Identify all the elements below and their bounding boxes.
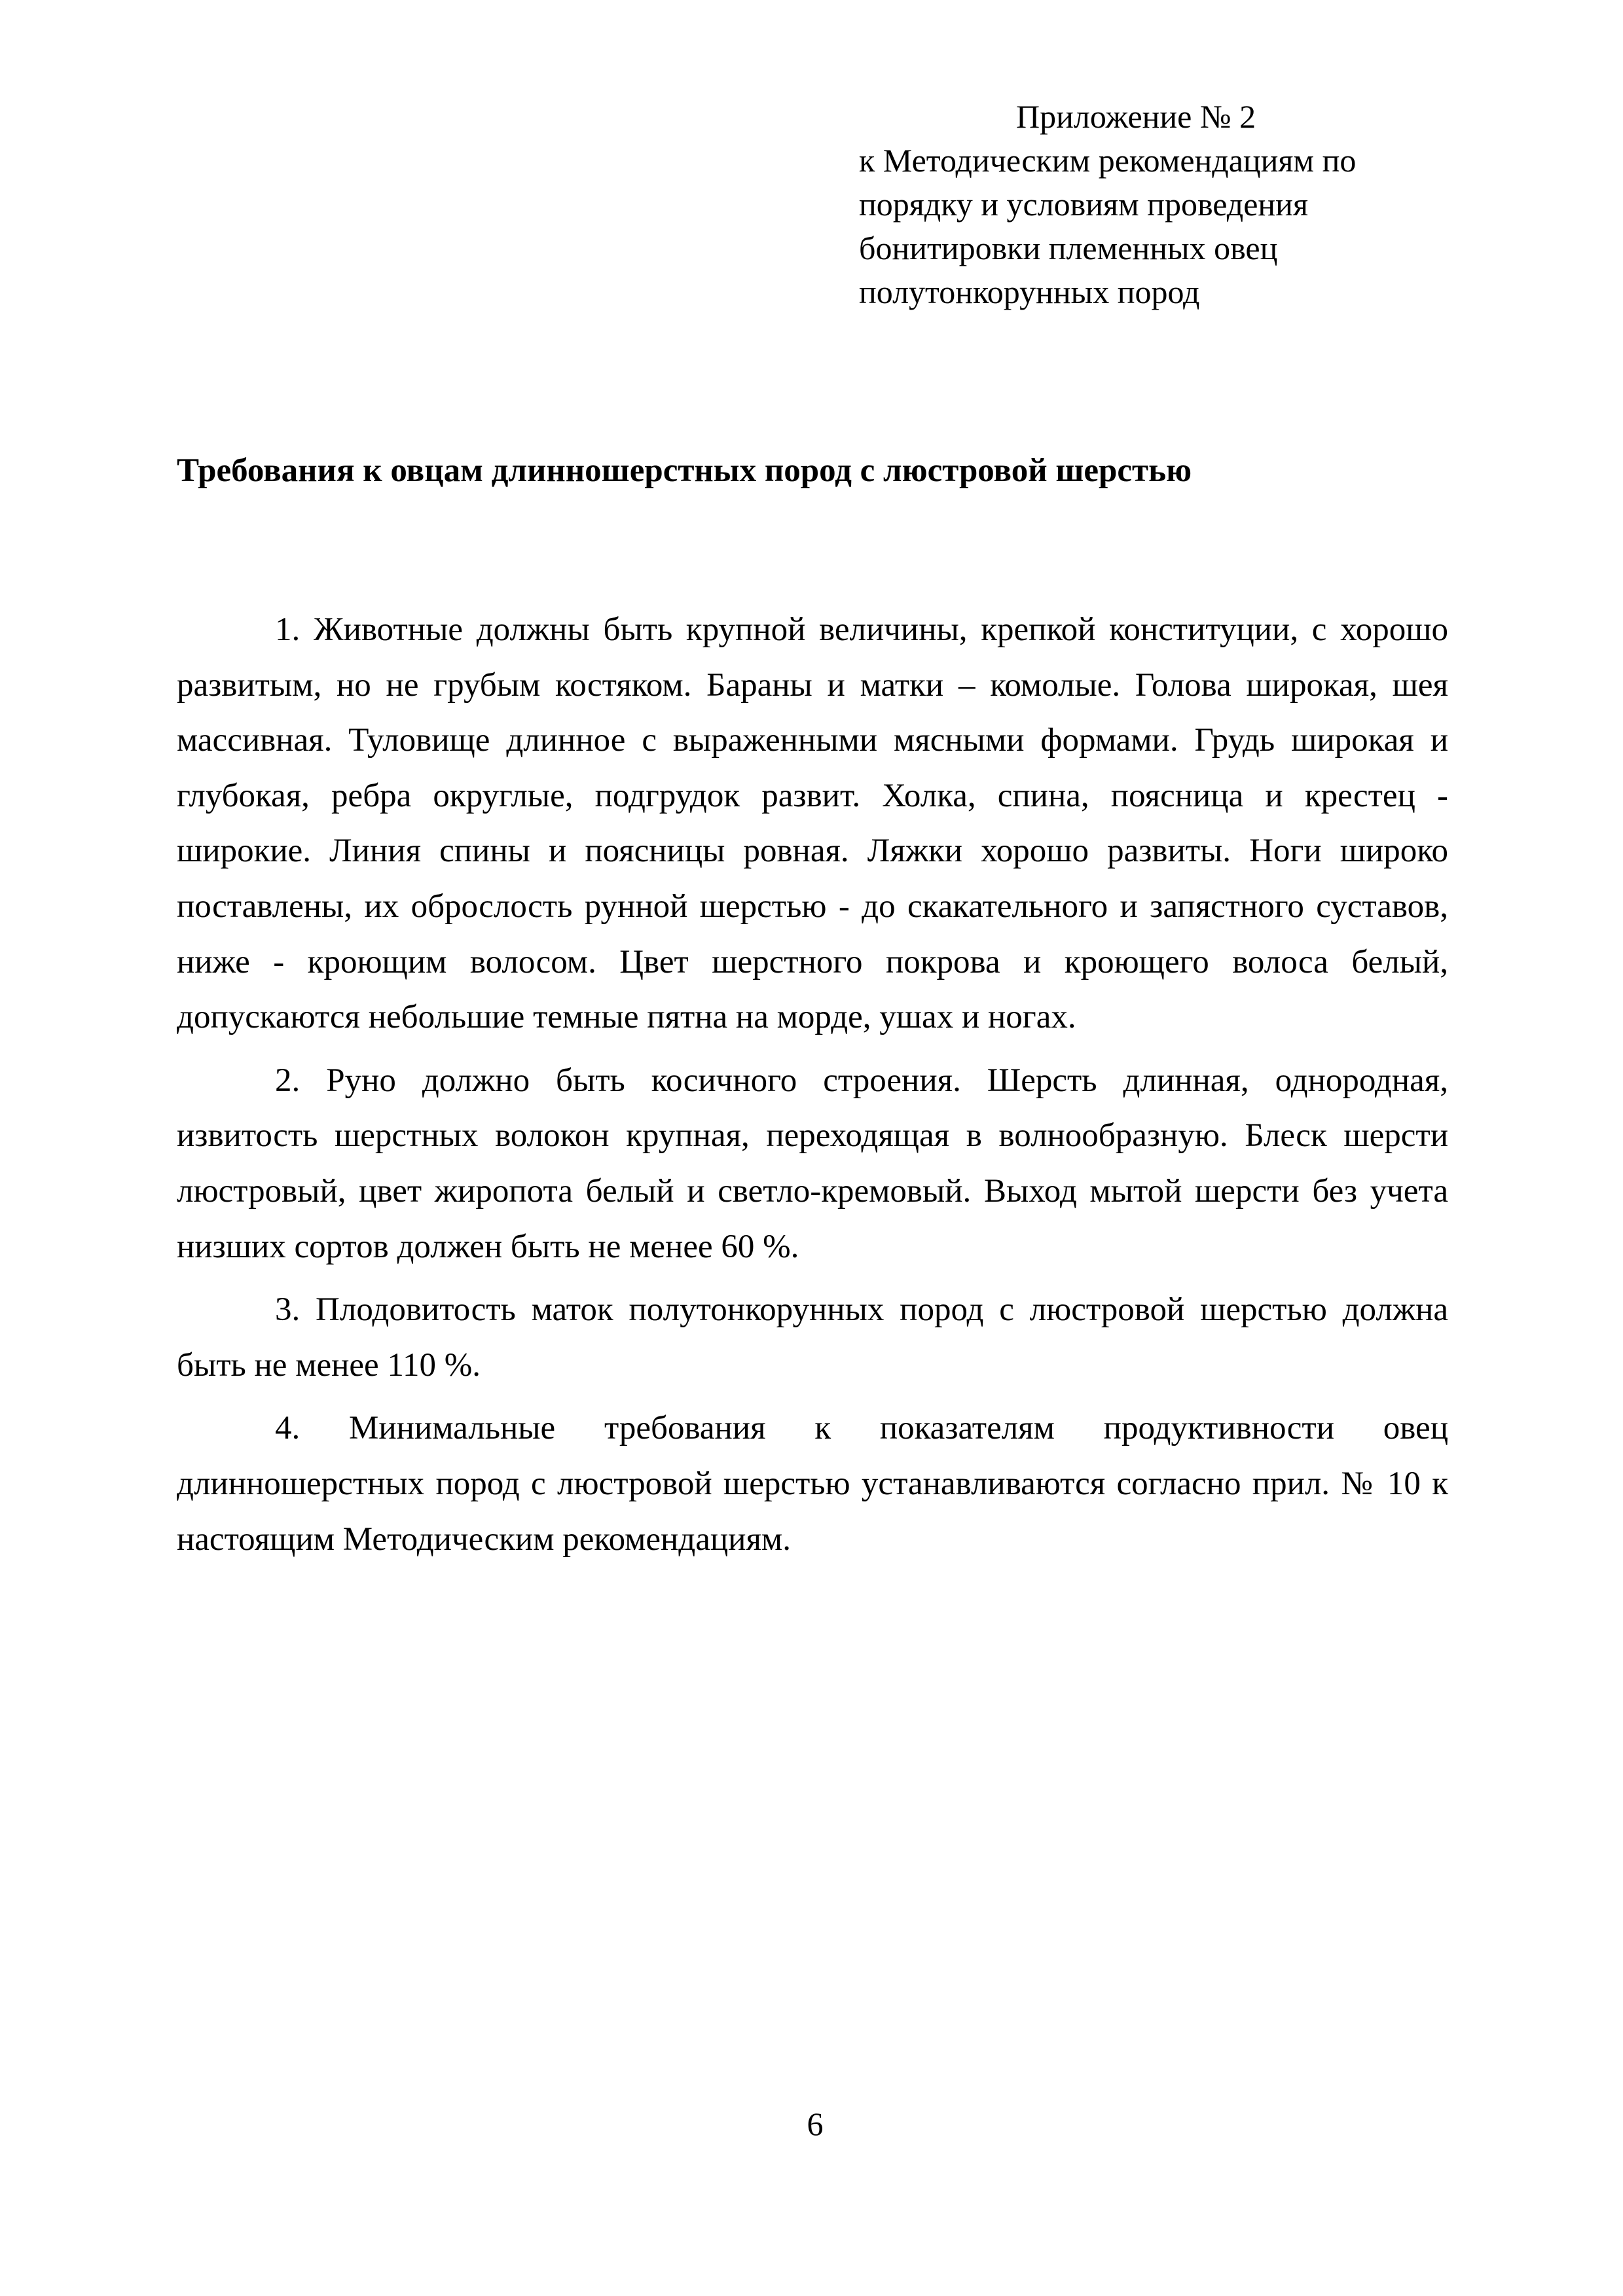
appendix-number: Приложение № 2 <box>1016 98 1256 135</box>
appendix-line: бонитировки племенных овец <box>859 230 1278 266</box>
document-body <box>177 602 1448 1575</box>
paragraph-4: 4. Минимальные требования к показателям продуктивности овец длинношерстных пород с люстровой шерстью устанавливаются согласно прил. № 10 к настоящим Методическим рекомендациям. <box>177 1410 1448 1558</box>
document-title: Требования к овцам длинношерстных пород с люстровой шерстью <box>177 452 1192 489</box>
page-number: 6 <box>807 2106 824 2142</box>
paragraph-3: 3. Плодовитость маток полутонкорунных пород с люстровой шерстью должна быть не менее 110 %. <box>177 1291 1448 1384</box>
appendix-reference <box>859 95 1514 314</box>
appendix-line: порядку и условиям проведения <box>859 186 1308 223</box>
appendix-line: к Методическим рекомендациям по <box>859 142 1357 179</box>
paragraph-1: 1. Животные должны быть крупной величины, крепкой конституции, с хорошо развитым, но не грубым костяком. Бараны и матки – комолые. Голова широкая, шея массивная. Туловище длинное с выраженными мясными формами. Грудь широкая и глубокая, ребра округлые, подгрудок развит. Холка, спина, поясница и крестец - широкие. Линия спины и поясницы ровная. Ляжки хорошо развиты. Ноги широко поставлены, их оброслость рунной шерстью - до скакательного и запястного суставов, ниже - кроющим волосом. Цвет шерстного покрова и кроющего волоса белый, допускаются небольшие темные пятна на морде, ушах и ногах. <box>177 611 1448 1036</box>
paragraph-2: 2. Руно должно быть косичного строения. Шерсть длинная, однородная, извитость шерстных волокон крупная, переходящая в волнообразную. Блеск шерсти люстровый, цвет жиропота белый и светло-кремовый. Выход мытой шерсти без учета низших сортов должен быть не менее 60 %. <box>177 1062 1448 1265</box>
appendix-line: полутонкорунных пород <box>859 274 1200 310</box>
